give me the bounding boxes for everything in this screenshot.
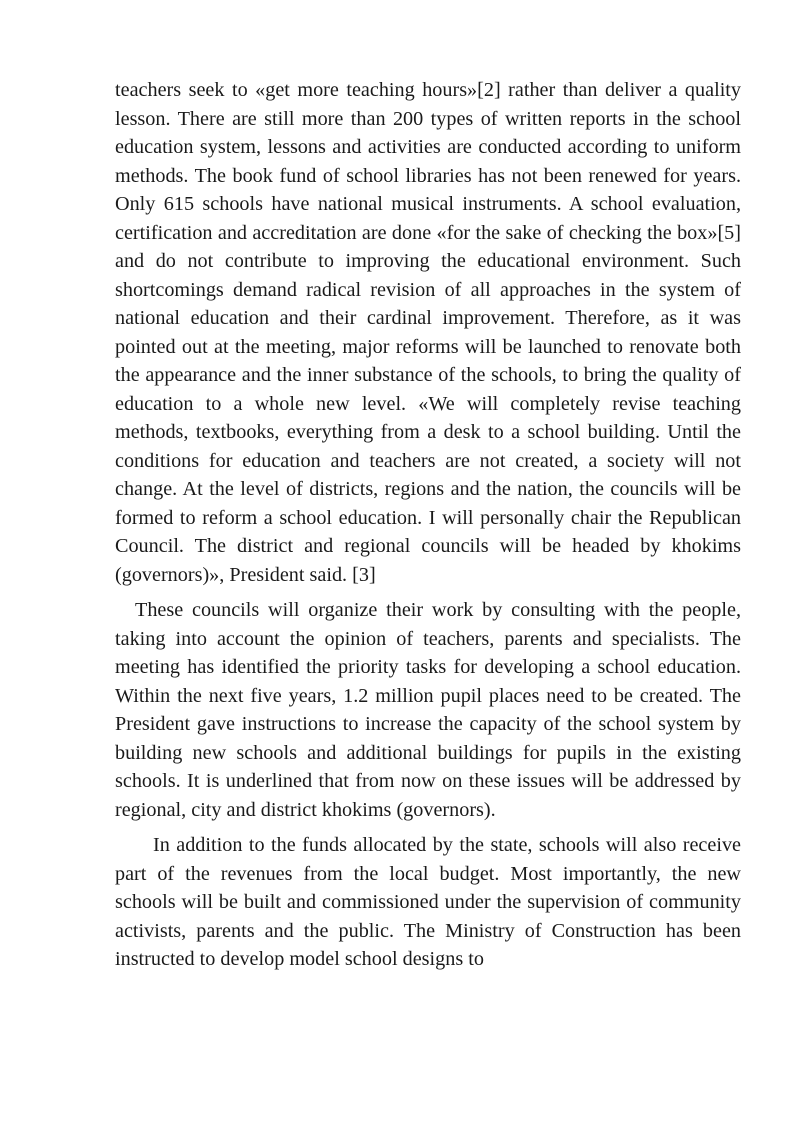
document-page <box>115 76 741 974</box>
paragraph-1: teachers seek to «get more teaching hours»[2] rather than deliver a quality lesson. There are still more than 200 types of written reports in the school education system, lessons and activities are conducted according to uniform methods. The book fund of school libraries has not been renewed for years. Only 615 schools have national musical instruments. A school evaluation, certification and accreditation are done «for the sake of checking the box»[5] and do not contribute to improving the educational environment. Such shortcomings demand radical revision of all approaches in the system of national education and their cardinal improvement. Therefore, as it was pointed out at the meeting, major reforms will be launched to renovate both the appearance and the inner substance of the schools, to bring the quality of education to a whole new level. «We will completely revise teaching methods, textbooks, everything from a desk to a school building. Until the conditions for education and teachers are not created, a society will not change. At the level of districts, regions and the nation, the councils will be formed to reform a school education. I will personally chair the Republican Council. The district and regional councils will be headed by khokims (governors)», President said. [3] <box>115 79 741 586</box>
paragraph-3: In addition to the funds allocated by the state, schools will also receive part of the revenues from the local budget. Most importantly, the new schools will be built and commissioned under the supervision of community activists, parents and the public. The Ministry of Construction has been instructed to develop model school designs to <box>115 834 741 970</box>
paragraph-2: These councils will organize their work by consulting with the people, taking into account the opinion of teachers, parents and specialists. The meeting has identified the priority tasks for developing a school education. Within the next five years, 1.2 million pupil places need to be created. The President gave instructions to increase the capacity of the school system by building new schools and additional buildings for pupils in the existing schools. It is underlined that from now on these issues will be addressed by regional, city and district khokims (governors). <box>115 599 741 821</box>
